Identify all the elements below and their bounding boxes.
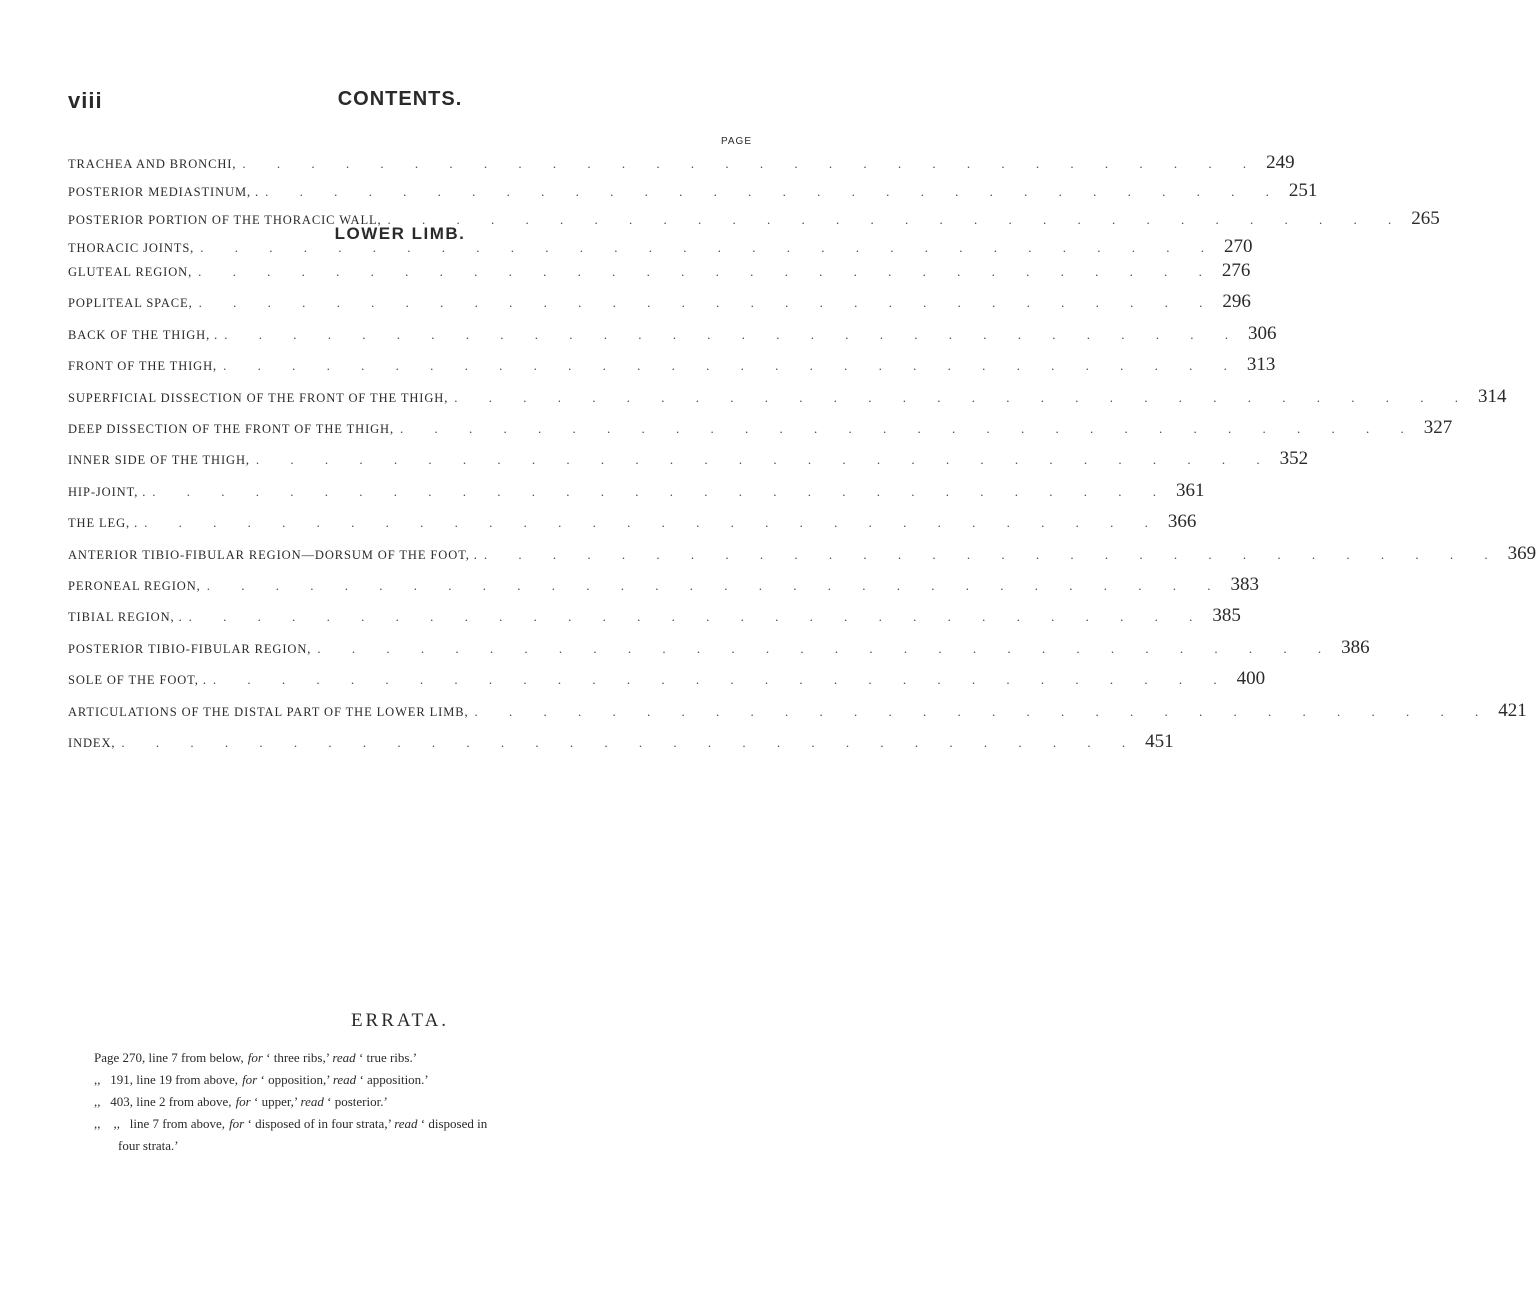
toc-entry-title: POSTERIOR MEDIASTINUM, . <box>68 185 260 199</box>
errata-list <box>94 1047 754 1157</box>
toc-entry-page: 385 <box>1212 605 1241 627</box>
dot-leader: . . . . . . . . . . . . . . . . . . . . . . . . . . . . . . <box>152 483 1171 499</box>
toc-entry <box>68 479 1205 502</box>
toc-entry <box>68 668 1266 690</box>
toc-entry-page: 421 <box>1498 699 1527 721</box>
toc-entry-title: HIP-JOINT, . <box>68 484 147 499</box>
toc-entry-title: TIBIAL REGION, . <box>68 610 183 625</box>
dot-leader: . . . . . . . . . . . . . . . . . . . . . . . . . . . . . . <box>212 672 1231 688</box>
dot-leader: . . . . . . . . . . . . . . . . . . . . . . . . . . . . . . <box>387 212 1406 227</box>
toc-entry <box>68 636 1370 659</box>
section-heading-lower-limb: LOWER LIMB. <box>334 224 466 243</box>
dot-leader: . . . . . . . . . . . . . . . . . . . . . . . . . . . . . . <box>255 452 1274 468</box>
toc-entry-page: 251 <box>1288 180 1318 201</box>
toc-entry-title: POSTERIOR TIBIO-FIBULAR REGION, <box>68 641 312 656</box>
toc-entry <box>68 448 1309 470</box>
toc-entry-page: 270 <box>1223 236 1253 257</box>
toc-entry-title: THORACIC JOINTS, <box>68 241 195 255</box>
toc-entry-page: 313 <box>1246 354 1276 376</box>
toc-entry-title: THE LEG, . <box>68 516 139 531</box>
toc-entry-page: 306 <box>1247 322 1277 344</box>
page-header <box>0 88 800 118</box>
toc-entry-title: FRONT OF THE THIGH, <box>68 359 218 374</box>
page-number: viii <box>68 88 103 113</box>
toc-entry-page: 249 <box>1266 152 1295 173</box>
toc-entry <box>68 417 1453 439</box>
dot-leader: . . . . . . . . . . . . . . . . . . . . . . . . . . . . . . <box>483 546 1502 562</box>
errata-entry: ,, 191, line 19 from above, for ‘ opposition,’ read ‘ apposition.’ <box>94 1072 429 1087</box>
toc-entry-title: TRACHEA AND BRONCHI, <box>68 157 237 171</box>
dot-leader: . . . . . . . . . . . . . . . . . . . . . . . . . . . . . . <box>400 421 1418 436</box>
toc-entry-title: PERONEAL REGION, <box>68 579 201 593</box>
toc-entry-page: 265 <box>1411 208 1440 229</box>
toc-entry-page: 361 <box>1176 479 1205 501</box>
dot-leader: . . . . . . . . . . . . . . . . . . . . . . . . . . . . . . <box>474 703 1493 719</box>
toc-entry-page: 327 <box>1423 417 1453 438</box>
toc-entry-page: 451 <box>1145 731 1174 752</box>
toc-entry-title: ARTICULATIONS OF THE DISTAL PART OF THE LOWER LIMB, <box>68 704 469 719</box>
toc-entry-title: POSTERIOR PORTION OF THE THORACIC WALL, <box>68 213 382 227</box>
toc-entry-page: 400 <box>1236 668 1266 690</box>
toc-entry <box>68 322 1277 345</box>
errata-entry: ,, 403, line 2 from above, for ‘ upper,’ read ‘ posterior.’ <box>94 1094 388 1109</box>
dot-leader: . . . . . . . . . . . . . . . . . . . . . . . . . . . . . . <box>454 389 1472 405</box>
toc-entry-title: GLUTEAL REGION, <box>68 265 193 279</box>
toc-entry-page: 383 <box>1230 574 1259 595</box>
dot-leader: . . . . . . . . . . . . . . . . . . . . . . . . . . . . . . <box>224 326 1242 342</box>
dot-leader: . . . . . . . . . . . . . . . . . . . . . . . . . . . . . . <box>317 640 1336 656</box>
toc-entry-title: INDEX, <box>68 736 116 750</box>
toc-entry-page: 314 <box>1478 385 1507 407</box>
toc-entry <box>68 152 1295 174</box>
toc-entry <box>68 574 1259 596</box>
dot-leader: . . . . . . . . . . . . . . . . . . . . . . . . . . . . . . <box>188 609 1207 625</box>
dot-leader: . . . . . . . . . . . . . . . . . . . . . . . . . . . . . . <box>206 578 1225 593</box>
toc-entry-title: POPLITEAL SPACE, <box>68 296 193 311</box>
dot-leader: . . . . . . . . . . . . . . . . . . . . . . . . . . . . . . <box>144 515 1162 531</box>
dot-leader: . . . . . . . . . . . . . . . . . . . . . . . . . . . . . . <box>121 735 1140 750</box>
toc-entry <box>68 542 1536 565</box>
toc-entry-title: ANTERIOR TIBIO-FIBULAR REGION—DORSUM OF THE FOOT, . <box>68 547 478 562</box>
errata-continuation: four strata.’ <box>118 1138 179 1153</box>
running-title: CONTENTS. <box>337 88 463 110</box>
toc-entry <box>68 180 1318 202</box>
toc-entry <box>68 699 1527 722</box>
dot-leader: . . . . . . . . . . . . . . . . . . . . . . . . . . . . . . <box>200 240 1218 255</box>
dot-leader: . . . . . . . . . . . . . . . . . . . . . . . . . . . . . . <box>223 358 1241 374</box>
errata-entry: ,, ,, line 7 from above, for ‘ disposed of in four strata,’ read ‘ disposed in <box>94 1116 488 1131</box>
toc-entry <box>68 605 1241 627</box>
toc-entry <box>68 291 1251 313</box>
errata-entry: Page 270, line 7 from below, for ‘ three ribs,’ read ‘ true ribs.’ <box>94 1050 418 1065</box>
toc-entry <box>68 354 1276 376</box>
toc-entry-title: SOLE OF THE FOOT, . <box>68 673 207 688</box>
dot-leader: . . . . . . . . . . . . . . . . . . . . . . . . . . . . . . <box>198 264 1216 279</box>
toc-entry-page: 366 <box>1167 511 1197 533</box>
errata-title: ERRATA. <box>350 1010 450 1031</box>
dot-leader: . . . . . . . . . . . . . . . . . . . . . . . . . . . . . . <box>242 156 1261 171</box>
toc-entry-page: 296 <box>1222 291 1251 313</box>
page-column-label: PAGE <box>720 136 752 147</box>
toc-entry-title: BACK OF THE THIGH, . <box>68 327 219 342</box>
toc-entry <box>68 511 1197 533</box>
dot-leader: . . . . . . . . . . . . . . . . . . . . . . . . . . . . . . <box>265 184 1283 199</box>
toc-entry-page: 386 <box>1341 636 1370 658</box>
toc-entry <box>68 385 1507 408</box>
toc-entry-page: 369 <box>1507 542 1536 564</box>
toc-entry <box>68 260 1251 282</box>
dot-leader: . . . . . . . . . . . . . . . . . . . . . . . . . . . . . . <box>198 295 1217 311</box>
toc-entry-title: INNER SIDE OF THE THIGH, <box>68 453 250 468</box>
toc-entry-page: 276 <box>1221 260 1251 281</box>
toc-entry <box>68 731 1174 753</box>
toc-entry-title: SUPERFICIAL DISSECTION OF THE FRONT OF THE THIGH, <box>68 390 449 405</box>
toc-entry-title: DEEP DISSECTION OF THE FRONT OF THE THIGH, <box>68 422 395 436</box>
toc-entry-page: 352 <box>1279 448 1309 470</box>
